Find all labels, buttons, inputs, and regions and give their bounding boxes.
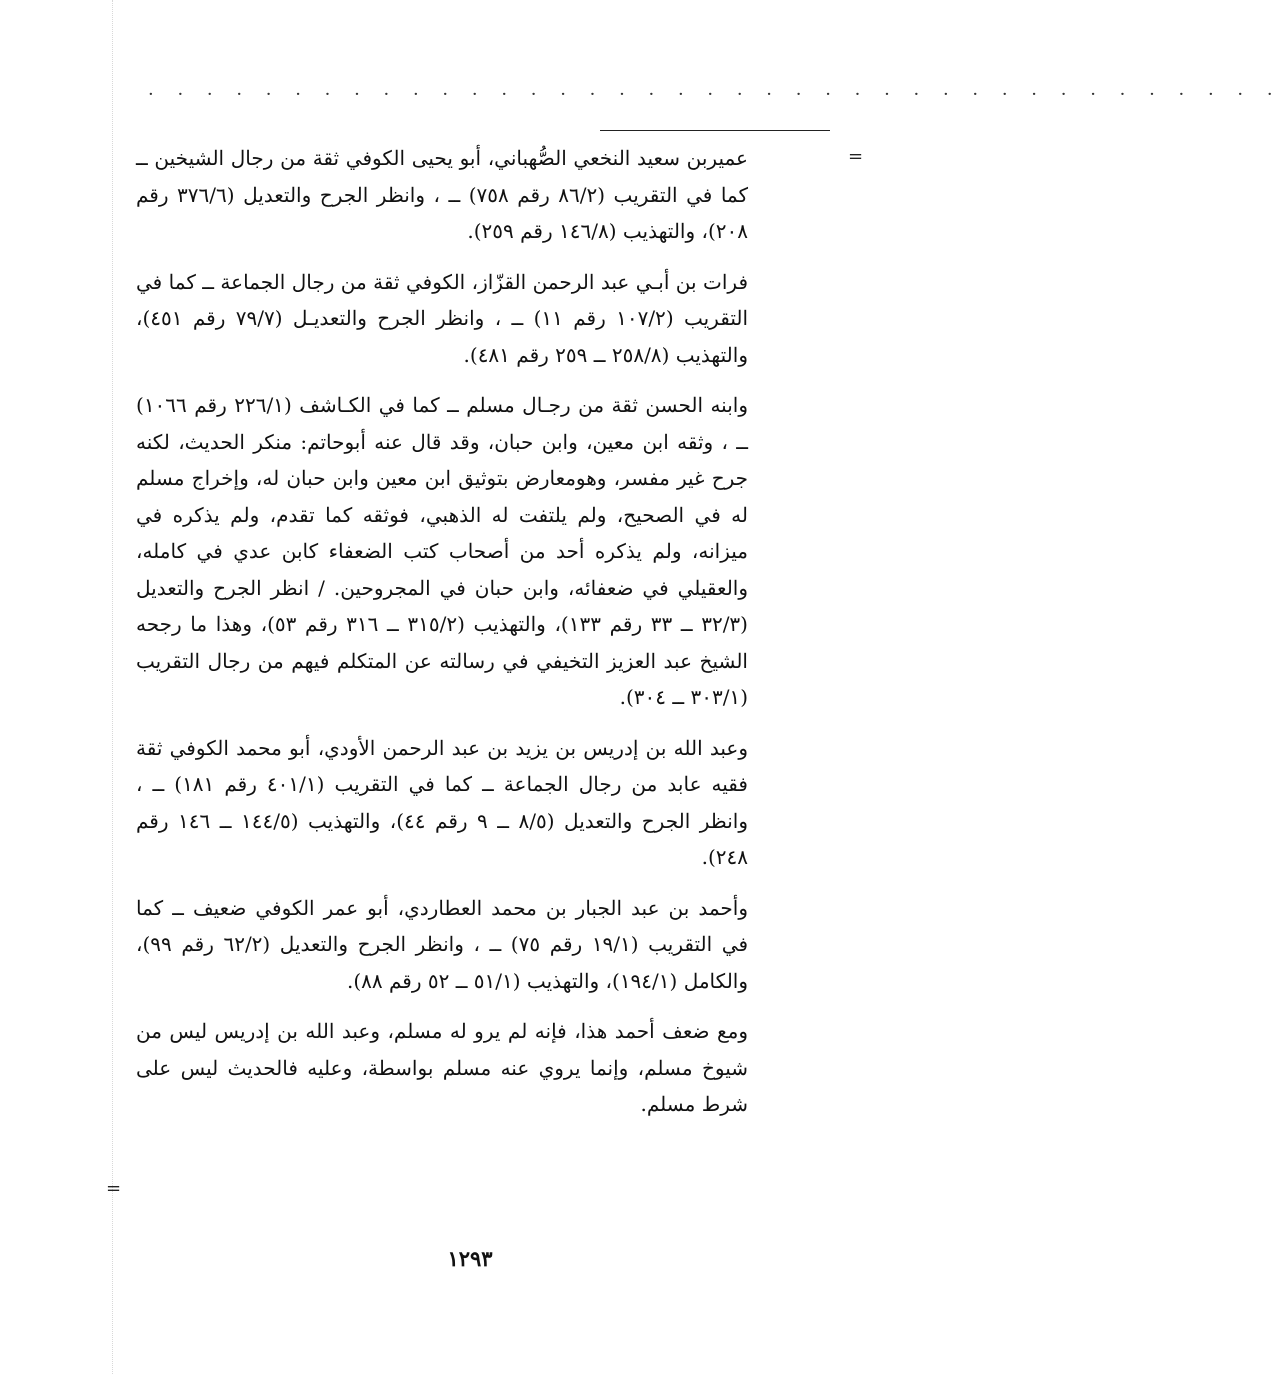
continuation-mark-top: = [848, 146, 864, 167]
gutter-line [112, 0, 113, 1374]
paragraph-1: عميربن سعيد النخعي الصُّهباني، أبو يحيى الكوفي ثقة من رجال الشيخين ــ كما في التقريب (٨٦/٢ رقم ٧٥٨) ــ ، وانظر الجرح والتعديل (٣٧٦/٦ رقم ٢٠٨)، والتهذيب (١٤٦/٨ رقم ٢٥٩). [136, 146, 749, 243]
continuation-mark-bottom: = [106, 1178, 122, 1199]
paragraph-2: فرات بن أبـي عبد الرحمن القزّاز، الكوفي ثقة من رجال الجماعة ــ كما في التقريب (١٠٧/٢ رقم ١١) ــ ، وانظر الجرح والتعديـل (٧٩/٧ رقم ٤٥١)، والتهذيب (٢٥٨/٨ ــ ٢٥٩ رقم ٤٨١). [136, 269, 749, 367]
footnote-rule [600, 130, 830, 131]
separator-dots: · · · · · · · · · · · · · · · · · · · · · · · · · · · · · · · · · · · · · · · [148, 84, 1282, 105]
paragraph-6: ومع ضعف أحمد هذا، فإنه لم يرو له مسلم، وعبد الله بن إدريس ليس من شيوخ مسلم، وإنما يروي عنه مسلم بواسطة، وعليه فالحديث ليس على شرط مسلم. [136, 1019, 748, 1116]
page-number: ١٢٩٣ [447, 1246, 493, 1271]
paragraph-3: وابنه الحسن ثقة من رجـال مسلم ــ كما في الكـاشف (٢٢٦/١ رقم ١٠٦٦) ــ ، وثقه ابن معين، وابن حبان، وقد قال عنه أبوحاتم: منكر الحديث، لكنه جرح غير مفسر، وهومعارض بتوثيق ابن معين وابن حبان له، وإخراج مسلم له في الصحيح، ولم يلتفت له الذهبي، فوثقه كما تقدم، ولم يذكره في ميزانه، ولم يذكره أحد من أصحاب كتب الضعفاء كابن عدي في كامله، والعقيلي في ضعفائه، وابن حبان في المجروحين. / انظر الجرح والتعديل (٣٢/٣ ــ ٣٣ رقم ١٣٣)، والتهذيب (٣١٥/٢ ــ ٣١٦ رقم ٥٣)، وهذا ما رجحه الشيخ عبد العزيز التخيفي في رسالته عن المتكلم فيهم من رجال التقريب (٣٠٣/١ ــ ٣٠٤). [136, 393, 749, 709]
paragraph-5: وأحمد بن عبد الجبار بن محمد العطاردي، أبو عمر الكوفي ضعيف ــ كما في التقريب (١٩/١ رقم ٧٥) ــ ، وانظر الجرح والتعديل (٦٢/٢ رقم ٩٩)، والكامل (١٩٤/١)، والتهذيب (٥١/١ ــ ٥٢ رقم ٨٨). [136, 895, 749, 993]
footnote-text [136, 140, 748, 1137]
paragraph-4: وعبد الله بن إدريس بن يزيد بن عبد الرحمن الأودي، أبو محمد الكوفي ثقة فقيه عابد من رجال الجماعة ــ كما في التقريب (٤٠١/١ رقم ١٨١) ــ ، وانظر الجرح والتعديل (٨/٥ ــ ٩ رقم ٤٤)، والتهذيب (١٤٤/٥ ــ ١٤٦ رقم ٢٤٨). [136, 735, 748, 869]
